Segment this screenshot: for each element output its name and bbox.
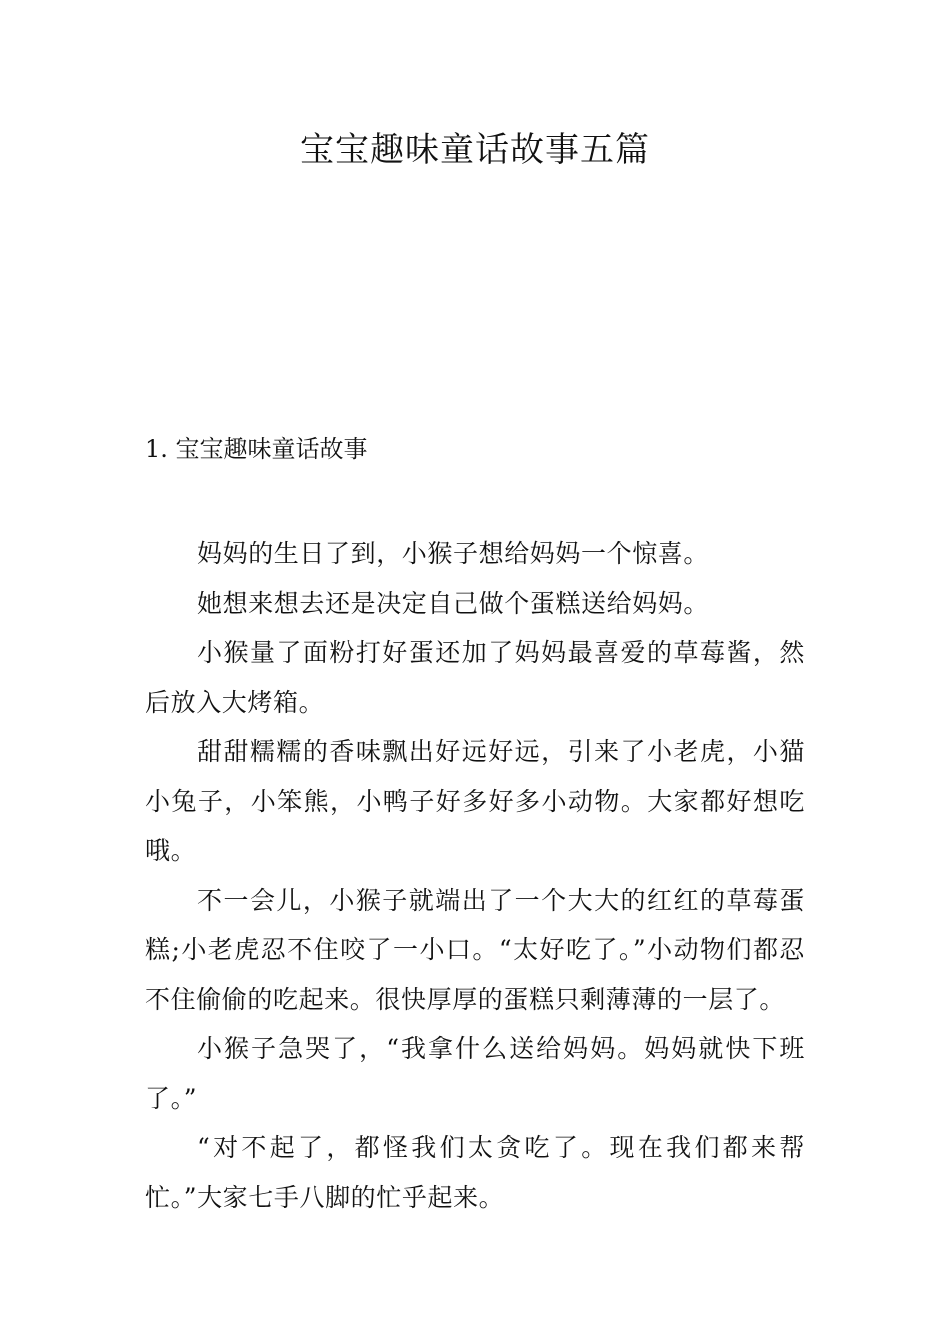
story-paragraph: 甜甜糯糯的香味飘出好远好远，引来了小老虎，小猫小兔子，小笨熊，小鸭子好多好多小动物。大家都好想吃哦。: [145, 737, 805, 865]
story-paragraph: “对不起了，都怪我们太贪吃了。现在我们都来帮忙。”大家七手八脚的忙乎起来。: [145, 1133, 805, 1212]
story-paragraph: 不一会儿，小猴子就端出了一个大大的红红的草莓蛋糕;小老虎忍不住咬了一小口。“太好吃了。”小动物们都忍不住偷偷的吃起来。很快厚厚的蛋糕只剩薄薄的一层了。: [145, 885, 805, 1014]
story-paragraph: 她想来想去还是决定自己做个蛋糕送给妈妈。: [197, 588, 710, 618]
story-paragraph: 小猴量了面粉打好蛋还加了妈妈最喜爱的草莓酱，然后放入大烤箱。: [145, 638, 805, 717]
story-paragraph: 小猴子急哭了，“我拿什么送给妈妈。妈妈就快下班了。”: [145, 1034, 805, 1113]
document-title: 宝宝趣味童话故事五篇: [300, 130, 650, 170]
story-paragraph: 妈妈的生日了到，小猴子想给妈妈一个惊喜。: [197, 539, 710, 568]
story-body: [145, 529, 805, 1222]
section-heading: 1. 宝宝趣味童话故事: [145, 435, 368, 463]
